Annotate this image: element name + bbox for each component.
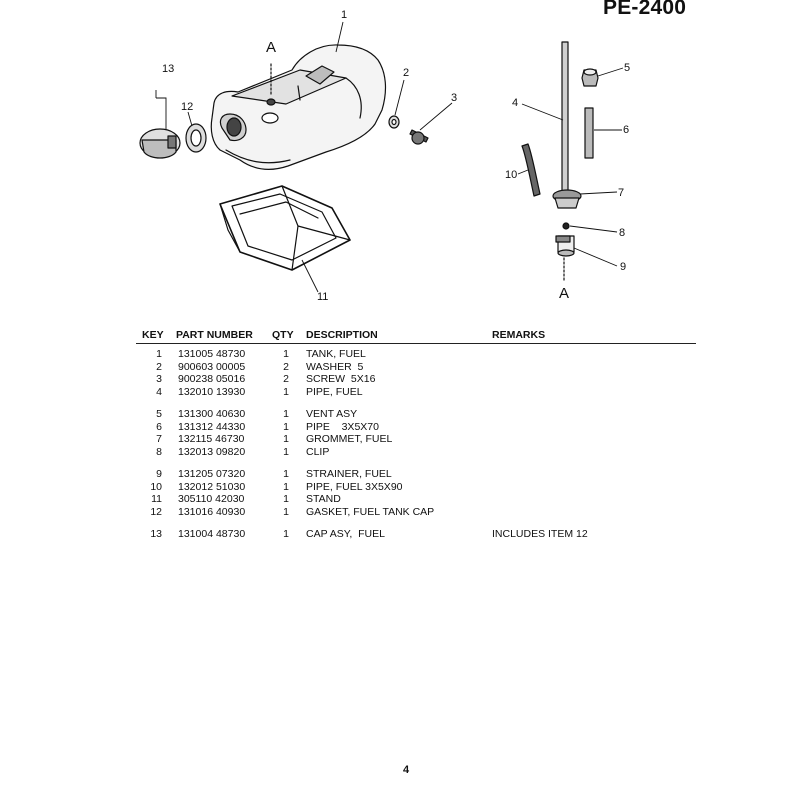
reference-mark-a-tank: A <box>266 39 277 56</box>
parts-table <box>136 327 696 541</box>
part-number: 900603 00005 <box>178 360 246 373</box>
callout-3: 3 <box>451 92 458 104</box>
table-row <box>136 528 696 541</box>
part-number: 131205 07320 <box>178 468 246 480</box>
part-number: 131004 48730 <box>178 528 246 540</box>
part-qty: 2 <box>283 373 289 385</box>
exploded-parts-diagram <box>0 0 800 320</box>
column-qty-header: QTY <box>272 329 294 341</box>
callout-4: 4 <box>512 97 519 109</box>
fuel-cap-drawing <box>140 129 180 158</box>
return-pipe-drawing <box>522 144 540 196</box>
part-key: 9 <box>156 468 162 480</box>
part-number: 900238 05016 <box>178 373 246 385</box>
table-row <box>136 481 696 494</box>
fuel-pipe-drawing <box>562 42 568 192</box>
part-qty: 1 <box>283 433 289 445</box>
part-key: 11 <box>151 493 162 505</box>
part-description: PIPE, FUEL 3X5X90 <box>306 480 403 493</box>
column-remarks-header: REMARKS <box>492 329 546 341</box>
part-description: GROMMET, FUEL <box>306 433 393 445</box>
part-number: 305110 42030 <box>178 493 245 505</box>
screw-drawing <box>410 130 428 144</box>
parts-table-header <box>136 327 696 344</box>
part-qty: 1 <box>283 408 289 420</box>
table-row <box>136 493 696 506</box>
part-number: 131300 40630 <box>178 408 246 420</box>
part-number: 131312 44330 <box>178 420 246 433</box>
part-description: WASHER 5 <box>306 360 364 373</box>
part-number: 132012 51030 <box>178 480 246 493</box>
part-qty: 1 <box>283 385 289 398</box>
group-spacer <box>136 518 696 528</box>
callout-10: 10 <box>505 169 518 181</box>
table-row <box>136 446 696 459</box>
fuel-tank-drawing <box>211 45 385 169</box>
table-row <box>136 408 696 421</box>
group-spacer <box>136 398 696 408</box>
part-qty: 1 <box>283 480 289 493</box>
part-description: CLIP <box>306 445 330 458</box>
part-key: 10 <box>150 480 162 493</box>
part-description: CAP ASY, FUEL <box>306 528 385 540</box>
part-key: 6 <box>156 420 162 433</box>
column-part-number-header: PART NUMBER <box>176 329 253 341</box>
part-key: 1 <box>156 348 162 360</box>
part-description: STAND <box>306 493 341 505</box>
part-qty: 1 <box>283 348 289 360</box>
vent-drawing <box>582 69 598 86</box>
part-description: GASKET, FUEL TANK CAP <box>306 505 435 518</box>
part-qty: 1 <box>283 505 289 518</box>
callout-13: 13 <box>162 63 175 75</box>
part-qty: 1 <box>283 468 289 480</box>
part-key: 7 <box>156 433 162 445</box>
table-row <box>136 433 696 446</box>
callout-9: 9 <box>620 261 627 273</box>
strainer-drawing <box>556 236 574 256</box>
group-spacer <box>136 458 696 468</box>
table-row <box>136 468 696 481</box>
vent-pipe-drawing <box>585 108 593 158</box>
part-description: STRAINER, FUEL <box>306 468 392 480</box>
part-key: 12 <box>150 505 162 518</box>
part-key: 5 <box>156 408 162 420</box>
callout-2: 2 <box>403 67 410 79</box>
part-number: 132010 13930 <box>178 385 246 398</box>
grommet-drawing <box>553 190 581 208</box>
part-qty: 1 <box>283 445 289 458</box>
part-description: PIPE 3X5X70 <box>306 420 379 433</box>
part-key: 3 <box>156 373 162 385</box>
table-row <box>136 506 696 519</box>
callout-12: 12 <box>181 101 194 113</box>
model-number: PE-2400 <box>603 0 687 19</box>
table-row <box>136 361 696 374</box>
stand-drawing <box>220 186 350 270</box>
part-key: 2 <box>156 360 162 373</box>
table-row <box>136 421 696 434</box>
part-key: 4 <box>156 385 162 398</box>
part-description: TANK, FUEL <box>306 348 366 360</box>
part-qty: 1 <box>283 528 289 540</box>
column-key-header: KEY <box>142 329 164 341</box>
table-row <box>136 373 696 386</box>
part-number: 132013 09820 <box>178 445 246 458</box>
callout-1: 1 <box>341 9 348 21</box>
column-description-header: DESCRIPTION <box>306 329 378 341</box>
part-number: 132115 46730 <box>178 433 245 445</box>
parts-table-body <box>136 344 696 541</box>
clip-drawing <box>563 223 569 229</box>
part-qty: 1 <box>283 493 289 505</box>
part-number: 131016 40930 <box>178 505 246 518</box>
table-row <box>136 348 696 361</box>
part-description: PIPE, FUEL <box>306 385 363 398</box>
part-description: VENT ASY <box>306 408 358 420</box>
callout-7: 7 <box>618 187 625 199</box>
part-remarks: INCLUDES ITEM 12 <box>492 528 588 540</box>
part-qty: 1 <box>283 420 289 433</box>
table-row <box>136 386 696 399</box>
part-key: 13 <box>150 528 162 540</box>
reference-mark-a-strainer: A <box>559 285 570 302</box>
callout-8: 8 <box>619 227 626 239</box>
callout-11: 11 <box>317 291 329 303</box>
part-key: 8 <box>156 445 162 458</box>
page-number: 4 <box>403 764 410 776</box>
part-description: SCREW 5X16 <box>306 373 376 385</box>
part-number: 131005 48730 <box>178 348 246 360</box>
part-qty: 2 <box>283 360 289 373</box>
callout-6: 6 <box>623 124 630 136</box>
callout-5: 5 <box>624 62 631 74</box>
